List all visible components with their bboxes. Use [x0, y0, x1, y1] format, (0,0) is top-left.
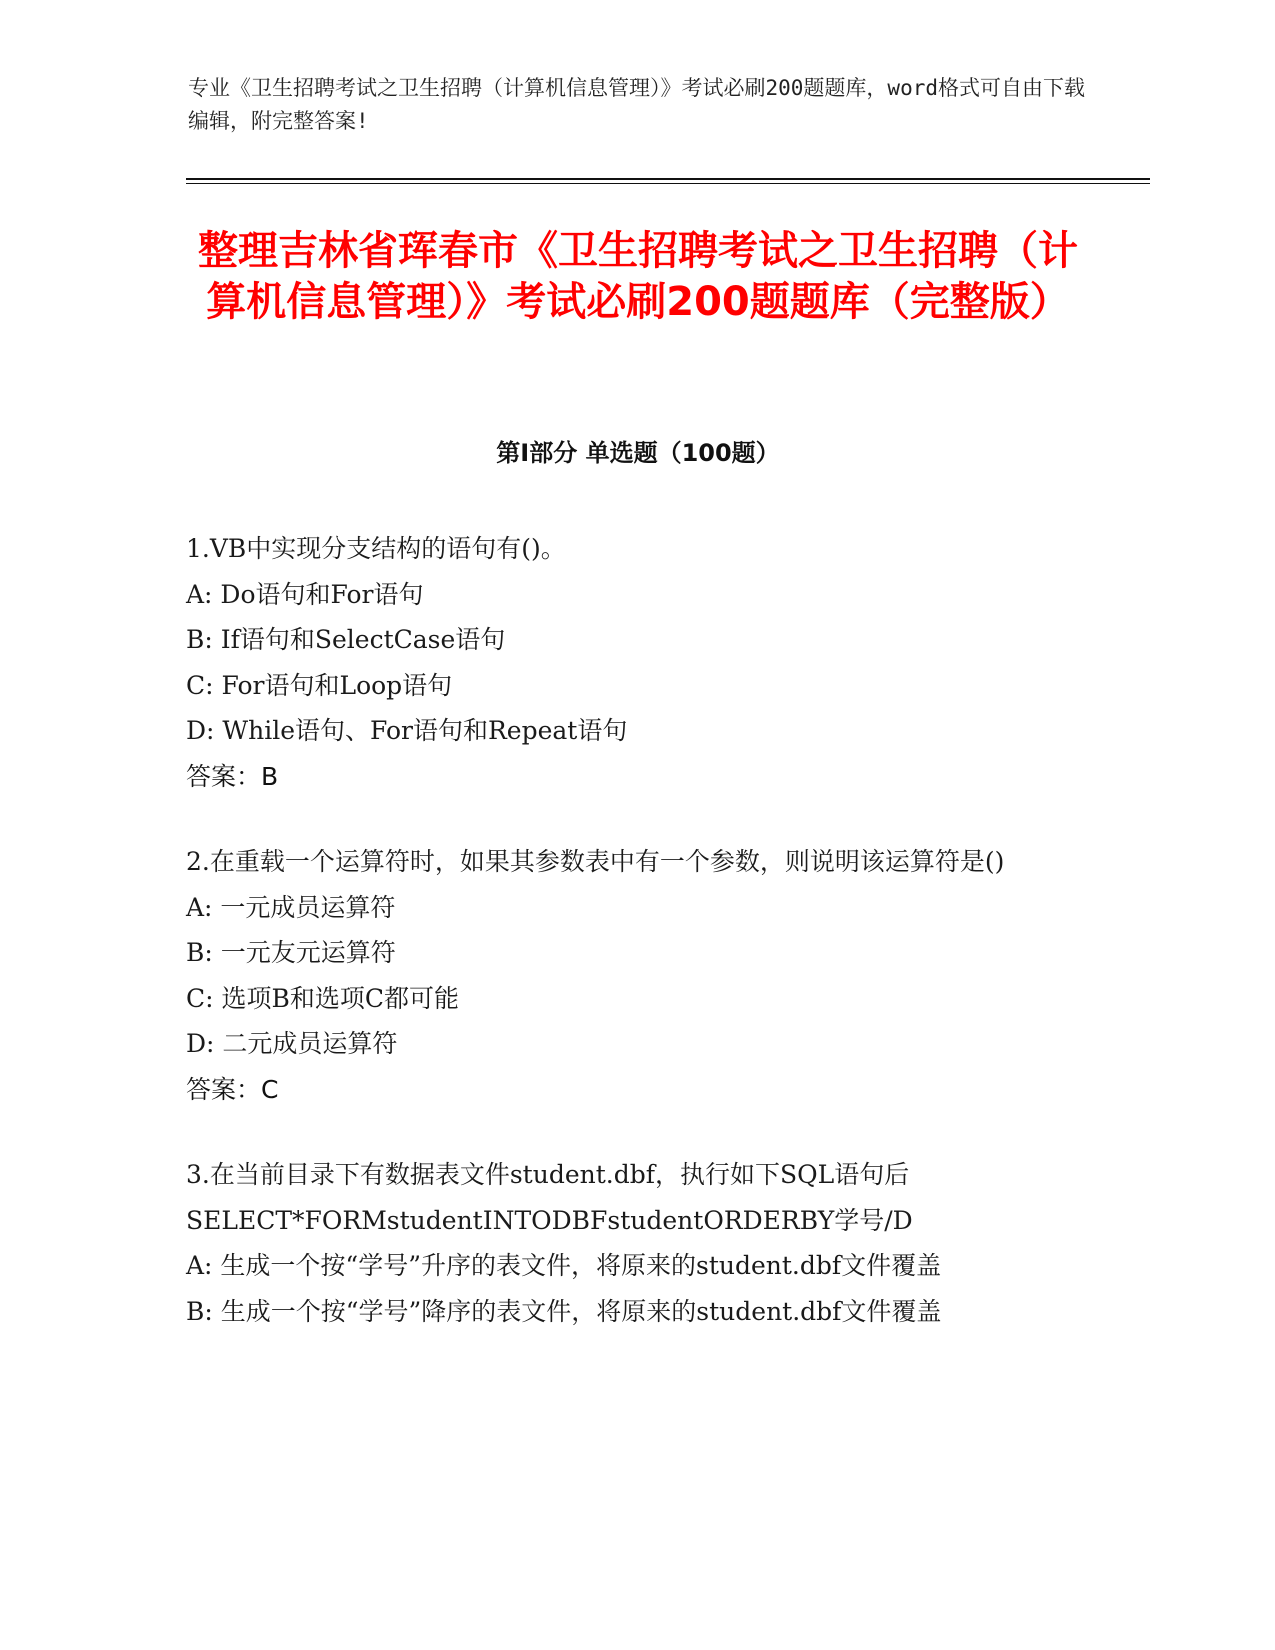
option-a: A: 生成一个按“学号”升序的表文件，将原来的student.dbf文件覆盖 [186, 1251, 942, 1280]
option-b: B: 生成一个按“学号”降序的表文件，将原来的student.dbf文件覆盖 [186, 1296, 942, 1326]
option-b: B: If语句和SelectCase语句 [186, 625, 506, 654]
section-heading: 第Ⅰ部分 单选题（100题） [496, 439, 780, 467]
question-stem: 1.VB中实现分支结构的语句有()。 [186, 534, 566, 563]
document-title: 整理吉林省珲春市《卫生招聘考试之卫生招聘（计算机信息管理）》考试必刷200题题库（完整版） [198, 228, 1078, 325]
option-d: D: 二元成员运算符 [186, 1029, 398, 1058]
question-2 [186, 839, 1066, 1112]
header-rule-thick [186, 178, 1150, 180]
option-c: C: 选项B和选项C都可能 [186, 983, 459, 1013]
option-a: A: Do语句和For语句 [186, 579, 424, 609]
question-3 [186, 1152, 1066, 1334]
question-list [186, 526, 1066, 1374]
answer: 答案：C [186, 1074, 279, 1104]
question-stem: 2.在重载一个运算符时，如果其参数表中有一个参数，则说明该运算符是() [186, 847, 1005, 876]
answer: 答案：B [186, 761, 279, 791]
question-stem: 3.在当前目录下有数据表文件student.dbf，执行如下SQL语句后SELECT*FORMstudentINTODBFstudentORDERBY学号/D [186, 1160, 913, 1235]
option-a: A: 一元成员运算符 [186, 892, 396, 922]
option-c: C: For语句和Loop语句 [186, 670, 453, 700]
header-rule-thin [186, 183, 1150, 184]
header-note: 专业《卫生招聘考试之卫生招聘（计算机信息管理）》考试必刷200题题库，word格式可自由下载编辑，附完整答案! [188, 76, 1085, 133]
option-b: B: 一元友元运算符 [186, 938, 396, 967]
option-d: D: While语句、For语句和Repeat语句 [186, 716, 628, 745]
question-1 [186, 526, 1066, 799]
